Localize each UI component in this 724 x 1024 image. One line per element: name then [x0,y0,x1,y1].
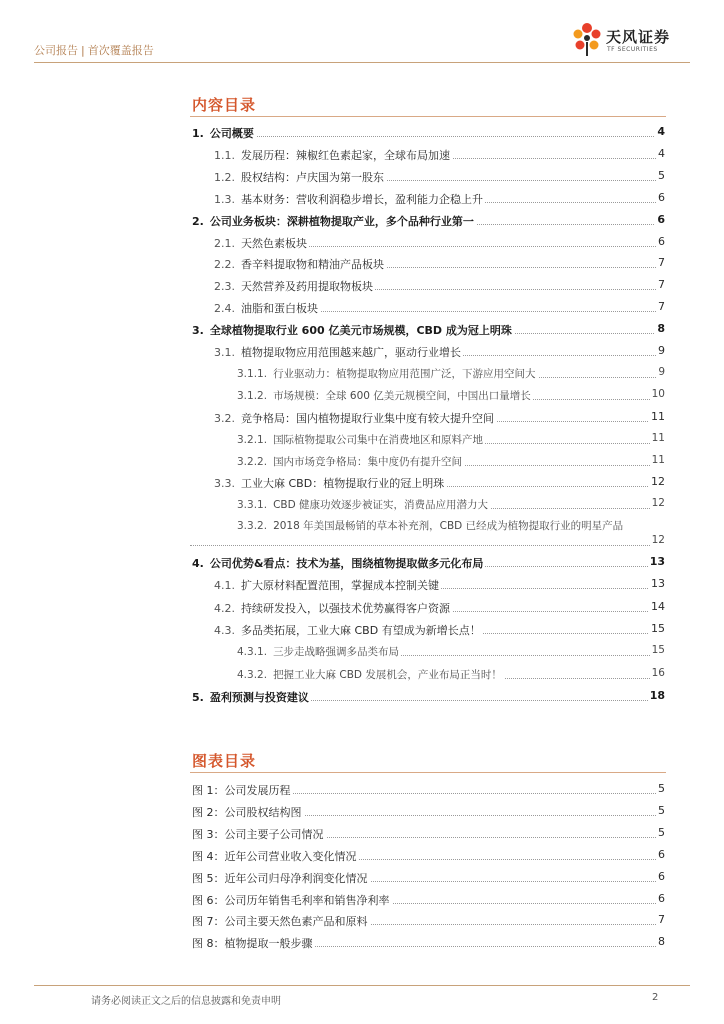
toc-entry-page: 13 [651,577,665,591]
footer-disclaimer: 请务必阅读正文之后的信息披露和免责申明 [91,996,281,1007]
toc-entry-number: 5. [192,690,204,704]
toc-entry-number: 3.3.2. [237,520,268,532]
figure-entry[interactable] [0,845,724,865]
figure-entry[interactable] [0,910,724,930]
toc-entry-number: 2.1. [214,236,235,250]
toc-entry-text: 工业大麻 CBD：植物提取行业的冠上明珠 [241,477,445,491]
figure-number: 图 6： [192,893,225,907]
toc-entry-number: 4.3.2. [237,668,268,681]
toc-entry-text: CBD 健康功效逐步被证实，消费品应用潜力大 [273,499,489,512]
toc-entry-text: 发展历程：辣椒红色素起家，全球布局加速 [241,148,450,162]
toc-entry-text: 天然营养及药用提取物板块 [241,280,373,294]
figure-entry-label [192,870,370,886]
toc-entry-text: 公司优势&看点：技术为基，围绕植物提取做多元化布局 [209,557,484,570]
toc-entry[interactable] [0,363,724,383]
toc-entry-text: 全球植物提取行业 600 亿美元市场规模，CBD 成为冠上明珠 [209,324,512,338]
toc-entry-number: 4. [192,557,204,570]
toc-entry-page: 15 [651,644,665,657]
figure-entry-label [192,826,326,842]
toc-entry[interactable] [0,451,724,471]
toc-title: 内容目录 [192,96,257,114]
toc-entry[interactable] [0,619,724,639]
toc-entry-number: 4.3.1. [237,646,268,659]
figure-number: 图 7： [192,915,225,929]
header-divider [34,62,690,63]
figure-title: 植物提取一般步骤 [224,937,313,951]
figure-entry[interactable] [0,889,724,909]
toc-entry-text: 竞争格局：国内植物提取行业集中度有较大提升空间 [241,411,494,425]
toc-entry-page: 7 [658,256,665,270]
toc-entry[interactable] [0,253,724,273]
toc-entry[interactable] [0,144,724,164]
toc-entry[interactable] [0,232,724,252]
toc-entry[interactable] [0,188,724,208]
toc-entry-page: 6 [658,234,665,248]
figure-number: 图 1： [192,784,225,797]
toc-entry-label [214,278,375,294]
logo-name-en: TF SECURITIES [607,46,658,53]
breadcrumb-report-type: 公司报告 [34,44,78,57]
toc-entry-text: 基本财务：营收利润稳步增长，盈利能力企稳上升 [241,192,483,206]
breadcrumb-coverage: 首次覆盖报告 [87,44,154,57]
figure-page: 7 [658,913,665,927]
toc-entry-label [237,366,538,381]
toc-entry-text: 多品类拓展，工业大麻 CBD 有望成为新增长点！ [241,623,481,637]
figure-title: 近年公司归母净利润变化情况 [224,871,368,885]
footer-divider [34,985,690,986]
toc-entry[interactable] [0,166,724,186]
figure-title: 公司股权结构图 [224,805,302,819]
toc-entry-label [237,454,464,469]
toc-entry-text: 股权结构：卢庆国为第一股东 [241,170,384,184]
toc-entry[interactable] [0,385,724,405]
toc-entry-page: 9 [658,365,665,378]
toc-entry-label [237,667,504,682]
toc-leader [192,136,662,137]
figures-title-rule [190,772,666,773]
toc-entry-text: 植物提取物应用范围越来越广，驱动行业增长 [241,346,461,359]
page-header [0,0,724,64]
figure-entry-label [192,913,370,929]
toc-entry[interactable] [0,407,724,427]
figure-title: 公司历年销售毛利率和销售净利率 [224,893,390,907]
toc-entry-number: 3.2. [214,411,235,425]
toc-entry-label [214,256,386,272]
toc-entry-label [192,125,256,141]
logo-name-cn: 天风证券 [606,28,671,46]
toc-entry-number: 1.1. [214,148,235,162]
toc-entry-label [214,344,463,360]
toc-entry[interactable] [0,275,724,295]
toc-entry-number: 4.1. [214,579,235,593]
figure-number: 图 8： [192,937,225,951]
toc-entry-label [214,235,309,251]
figure-page: 5 [658,803,665,817]
toc-entry-page: 12 [651,475,665,489]
toc-entry-page: 14 [651,599,665,613]
figure-number: 图 3： [192,827,225,841]
toc-entry-label [237,432,485,447]
toc-entry-page: 11 [651,453,665,466]
toc-entry[interactable] [0,122,724,142]
figure-title: 公司主要子公司情况 [224,827,324,841]
figure-entry[interactable] [0,779,724,799]
toc-entry[interactable] [0,319,724,339]
toc-entry-text: 扩大原材料配置范围，掌握成本控制关键 [241,579,439,593]
toc-entry-text: 天然色素板块 [241,236,307,250]
toc-entry-label [214,169,386,185]
toc-entry-page: 6 [658,190,665,204]
figure-entry-label [192,935,315,951]
toc-entry-label [214,410,496,426]
toc-entry-number: 4.3. [214,623,235,637]
toc-entry-page: 15 [651,621,665,635]
toc-entry-number: 3.1.1. [237,367,268,380]
toc-entry-page: 7 [658,300,665,314]
figure-entry[interactable] [0,801,724,821]
breadcrumb-separator: | [81,44,85,57]
toc-entry-number: 1.2. [214,170,235,184]
figure-page: 6 [658,891,665,905]
figure-page: 5 [658,825,665,839]
toc-title-rule [190,116,666,117]
figure-page: 5 [658,782,665,795]
toc-entry-number: 3.1.2. [237,389,268,402]
figure-title: 近年公司营业收入变化情况 [224,849,357,863]
toc-entry-text: 香辛料提取物和精油产品板块 [241,258,384,272]
toc-entry-page: 9 [658,344,665,357]
toc-entry[interactable] [0,597,724,617]
toc-entry-number: 2.3. [214,280,235,294]
figure-page: 8 [658,935,665,949]
toc-entry-text: 市场规模：全球 600 亿美元规模空间，中国出口量增长 [273,389,531,402]
toc-entry-label [214,577,441,593]
toc-entry[interactable] [0,429,724,449]
toc-entry-page: 10 [651,387,665,400]
toc-entry-page: 12 [651,534,665,546]
toc-entry-label [214,191,485,207]
toc-entry-page: 8 [657,322,665,336]
breadcrumb [34,42,154,58]
toc-entry-text: 油脂和蛋白板块 [241,302,318,316]
toc-entry-label [192,689,311,705]
figure-number: 图 2： [192,805,225,819]
figure-entry[interactable] [0,867,724,887]
toc-entry-label [192,213,476,229]
footer-page-number: 2 [652,992,659,1003]
toc-entry[interactable] [0,518,724,550]
toc-entry-page: 18 [649,688,665,702]
toc-entry-label [214,300,320,316]
toc-entry-page: 4 [657,125,665,138]
toc-entry-page: 5 [658,168,665,182]
tf-securities-logo [570,20,692,60]
toc-entry-number: 2.2. [214,258,235,272]
toc-entry-number: 3.3.1. [237,499,268,512]
toc-entry[interactable] [0,472,724,492]
toc-entry[interactable] [0,686,724,706]
toc-entry-number: 3. [192,324,204,338]
toc-entry-text: 2018 年美国最畅销的草本补充剂，CBD 已经成为植物提取行业的明星产品 [273,520,624,532]
toc-entry-number: 3.3. [214,477,235,491]
toc-entry-label [192,322,514,338]
toc-entry-number: 3.2.1. [237,433,268,446]
toc-entry-page: 16 [651,666,665,679]
toc-entry-page: 4 [658,146,665,160]
figures-title: 图表目录 [192,752,257,770]
toc-entry-label [237,497,490,512]
toc-entry-page: 11 [651,431,665,444]
toc-entry-text: 国际植物提取公司集中在消费地区和原料产地 [273,433,484,446]
figure-entry[interactable] [0,823,724,843]
toc-leader [190,545,662,546]
toc-entry-text: 公司业务板块：深耕植物提取产业，多个品种行业第一 [209,214,474,228]
toc-entry-text: 国内市场竞争格局：集中度仍有提升空间 [273,455,463,468]
toc-entry-text: 公司概要 [209,127,254,140]
toc-entry-page: 12 [651,497,665,510]
toc-entry-text: 持续研发投入，以强技术优势赢得客户资源 [241,601,450,615]
toc-entry-label [237,388,533,403]
figure-entry-label [192,782,293,798]
toc-entry-text: 行业驱动力：植物提取物应用范围广泛，下游应用空间大 [273,367,536,380]
toc-entry[interactable] [0,664,724,684]
toc-entry[interactable] [0,341,724,361]
toc-entry-number: 2. [192,214,204,228]
toc-entry-number: 2.4. [214,302,235,316]
toc-entry-label [192,555,485,571]
toc-entry-page: 13 [649,555,665,568]
figure-entry-label [192,848,359,864]
toc-entry-page: 11 [651,409,665,423]
toc-entry-label [214,622,483,638]
toc-entry-page: 7 [658,278,665,292]
toc-entry[interactable] [0,641,724,661]
toc-entry[interactable] [0,494,724,514]
figure-entry[interactable] [0,932,724,952]
toc-entry[interactable] [0,552,724,572]
toc-entry-label [214,147,452,163]
toc-entry-text: 盈利预测与投资建议 [209,690,309,704]
toc-entry-label [237,644,401,659]
toc-entry-number: 4.2. [214,601,235,615]
figure-title: 公司发展历程 [224,784,291,797]
figure-title: 公司主要天然色素产品和原料 [224,915,368,929]
toc-entry-text: 三步走战略强调多品类布局 [273,646,400,659]
flower-logo-icon [570,20,604,58]
toc-entry-number: 1. [192,127,204,140]
toc-entry-label [214,600,452,616]
figure-page: 6 [658,847,665,861]
toc-entry[interactable] [0,210,724,230]
figure-number: 图 4： [192,849,225,863]
figure-entry-label [192,804,304,820]
figure-number: 图 5： [192,871,225,885]
toc-entry-number: 1.3. [214,192,235,206]
toc-entry-label [214,475,446,491]
toc-entry[interactable] [0,574,724,594]
figure-entry-label [192,892,392,908]
figure-page: 6 [658,869,665,883]
toc-entry-text: 把握工业大麻 CBD 发展机会，产业布局正当时！ [273,668,502,681]
toc-entry-number: 3.2.2. [237,455,268,468]
toc-entry[interactable] [0,297,724,317]
toc-entry-number: 3.1. [214,346,235,359]
toc-entry-page: 6 [657,212,665,226]
